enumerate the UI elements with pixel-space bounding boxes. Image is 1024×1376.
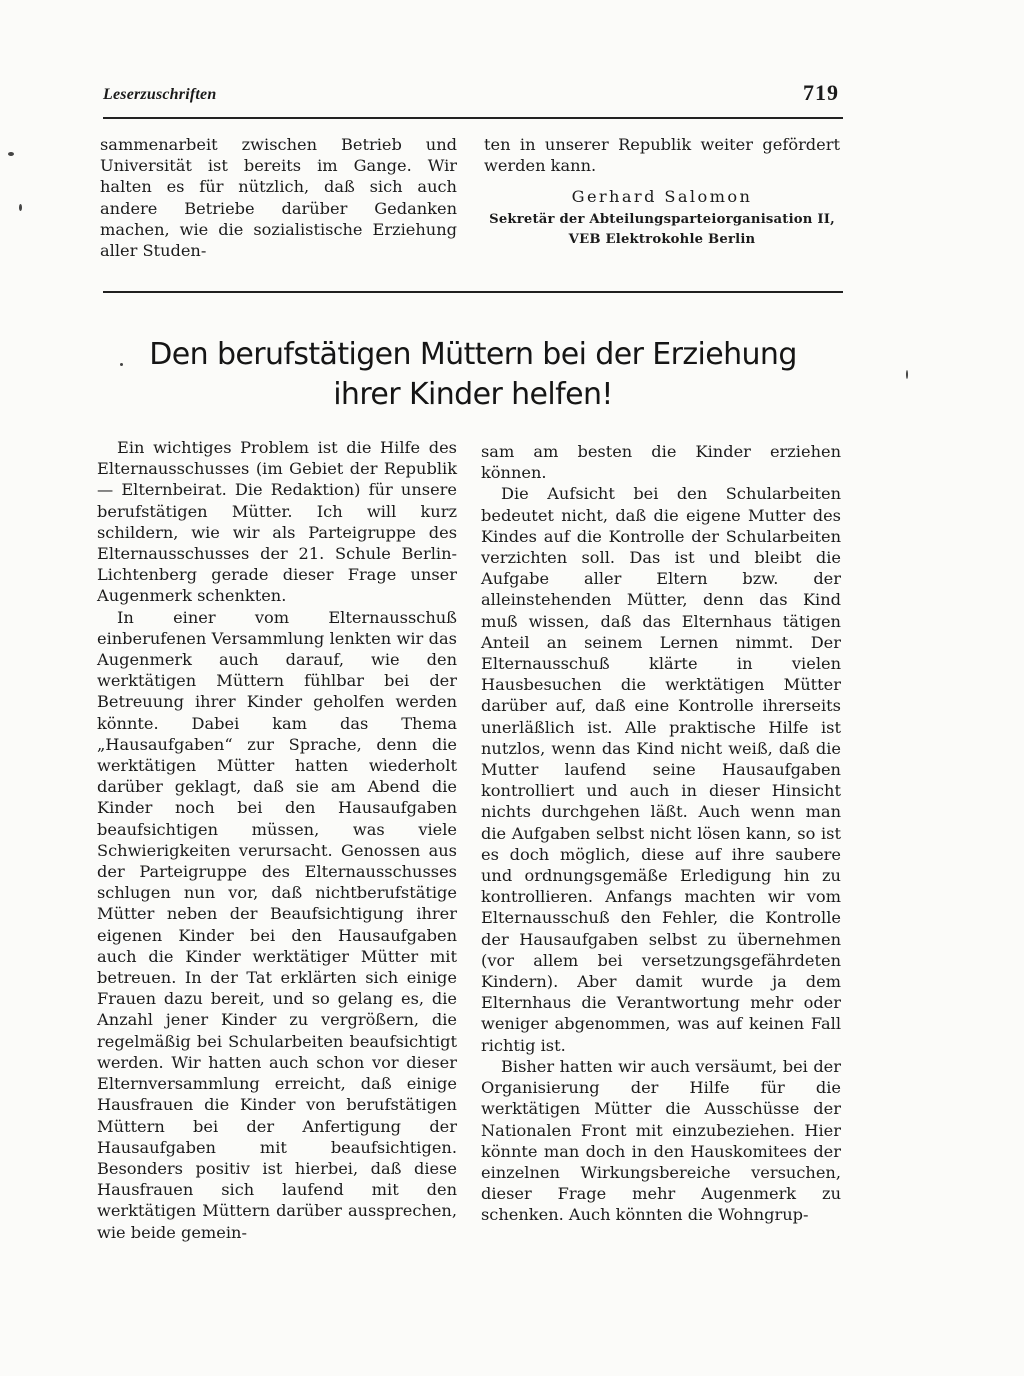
article-title [118, 335, 828, 415]
previous-letter-left-column [100, 134, 457, 261]
signature-role-line1: Sekretär der Abteilungsparteiorganisation II, [489, 212, 835, 228]
section-divider [103, 291, 843, 293]
previous-letter-right-column [484, 134, 840, 248]
article-title-line2: ihrer Kinder helfen! [333, 377, 613, 412]
signature-role-line2: VEB Elektrokohle Berlin [568, 232, 756, 248]
previous-letter-text: sammenarbeit zwischen Betrieb und Universität ist bereits im Gange. Wir halten es für nützlich, daß sich auch andere Betriebe darüber Gedanken machen, wie die sozialistische Erziehung aller Studen- [100, 135, 457, 261]
signature-name: Gerhard Salomon [571, 187, 753, 207]
scan-speck [19, 204, 22, 211]
scan-speck [906, 370, 908, 379]
article-paragraph: In einer vom Elternausschuß einberufenen Versammlung lenkten wir das Augenmerk auch darauf, wie den werktätigen Müttern fühlbar bei der Betreuung ihrer Kinder geholfen werden könnte. Dabei kam das Thema „Hausaufgaben“ zur Sprache, denn die werktätigen Mütter hatten wiederholt darüber geklagt, daß sie am Abend die Kinder noch bei den Hausaufgaben beaufsichtigen müssen, was viele Schwierigkeiten verursacht. Genossen aus der Parteigruppe des Elternausschusses schlugen nun vor, daß nichtberufstätige Mütter neben der Beaufsichtigung ihrer eigenen Kinder bei den Hausaufgaben auch die Kinder werktätiger Mütter mit betreuen. In der Tat erklärten sich einige Frauen dazu bereit, und so gelang es, die Anzahl jener Kinder zu vergrößern, die regelmäßig bei Schularbeiten beaufsichtigt werden. Wir hatten auch schon vor dieser Elternversammlung erreicht, daß einige Hausfrauen die Kinder von berufstätigen Müttern bei der Anfertigung der Hausaufgaben mit beaufsichtigen. Besonders positiv ist hierbei, daß diese Hausfrauen sich laufend mit den werktätigen Müttern darüber aussprechen, wie beide gemein- [97, 607, 457, 1242]
page-number: 719 [803, 80, 839, 105]
article-right-column [481, 441, 841, 1226]
scan-speck [120, 363, 123, 366]
running-title: Leserzuschriften [103, 86, 217, 103]
scan-speck [8, 152, 14, 156]
article-title-line1: Den berufstätigen Müttern bei der Erziehung [149, 337, 797, 372]
page-header [103, 80, 843, 116]
header-rule [103, 117, 843, 119]
article-paragraph: Bisher hatten wir auch versäumt, bei der Organisierung der Hilfe für die werktätigen Mütter die Ausschüsse der Nationalen Front mit einzubeziehen. Hier könnte man doch in den Hauskomitees der einzelnen Wirkungsbereiche versuchen, dieser Frage mehr Augenmerk zu schenken. Auch könnten die Wohngrup- [481, 1056, 841, 1225]
article-paragraph: sam am besten die Kinder erziehen können. [481, 442, 841, 483]
previous-letter-ending: ten in unserer Republik weiter gefördert werden kann. [484, 135, 840, 176]
article-paragraph: Ein wichtiges Problem ist die Hilfe des Elternausschusses (im Gebiet der Republik — Elternbeirat. Die Redaktion) für unsere berufstätigen Mütter. Ich will kurz schildern, wie wir als Parteigruppe des Elternausschusses der 21. Schule Berlin-Lichtenberg gerade dieser Frage unser Augenmerk schenkten. [97, 438, 457, 606]
article-left-column [97, 437, 457, 1243]
article-paragraph: Die Aufsicht bei den Schularbeiten bedeutet nicht, daß die eigene Mutter des Kindes auf die Kontrolle der Schularbeiten verzichten soll. Das ist und bleibt die Aufgabe aller Eltern bzw. der alleinstehenden Mütter, denn das Kind muß wissen, daß das Elternhaus tätigen Anteil an seinem Lernen nimmt. Der Elternausschuß klärte in vielen Hausbesuchen die werktätigen Mütter darüber auf, daß eine Kontrolle ihrerseits unerläßlich ist. Alle praktische Hilfe ist nutzlos, wenn das Kind nicht weiß, daß die Mutter laufend seine Hausaufgaben kontrolliert und auch in dieser Hinsicht nichts durchgehen läßt. Auch wenn man die Aufgaben selbst nicht lösen kann, so ist es doch möglich, diese auf ihre saubere und ordnungsgemäße Erledigung hin zu kontrollieren. Anfangs machten wir vom Elternausschuß den Fehler, die Kontrolle der Hausaufgaben selbst zu übernehmen (vor allem bei versetzungsgefährdeten Kindern). Aber damit wurde ja dem Elternhaus die Verantwortung mehr oder weniger abgenommen, was auf keinen Fall richtig ist. [481, 484, 841, 1055]
